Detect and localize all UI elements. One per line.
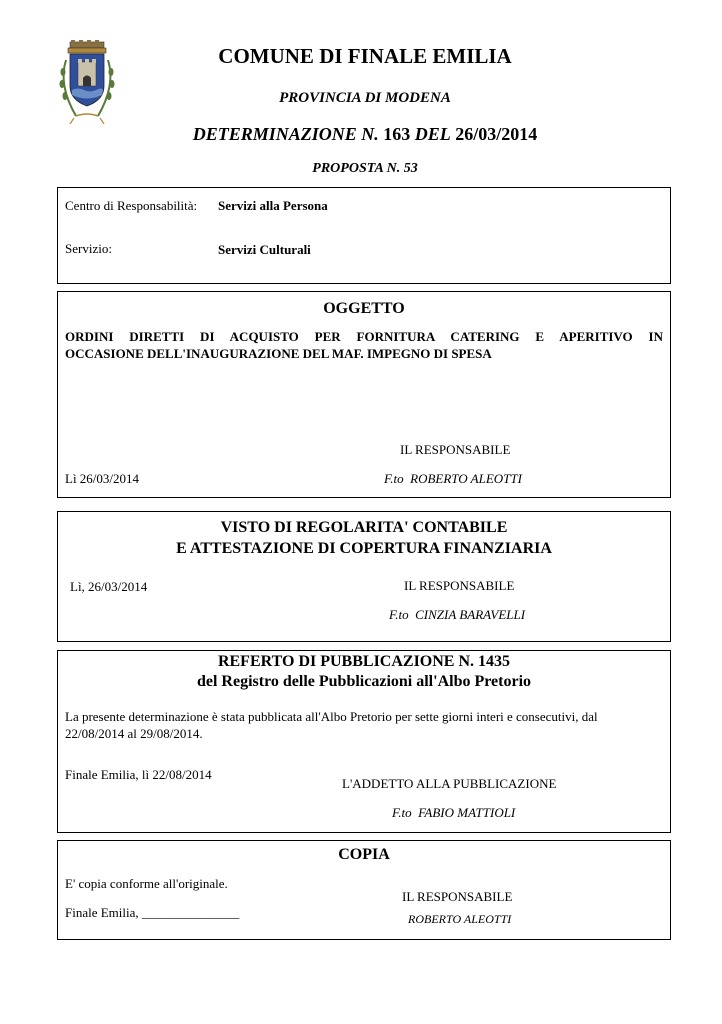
referto-place-date: Finale Emilia, lì 22/08/2014 (65, 767, 212, 782)
provincia-subtitle: PROVINCIA DI MODENA (279, 90, 451, 106)
referto-signature: F.to FABIO MATTIOLI (392, 805, 516, 820)
visto-title-line1: VISTO DI REGOLARITA' CONTABILE (220, 519, 508, 536)
oggetto-signature: F.to ROBERTO ALEOTTI (384, 471, 522, 486)
determinazione-prefix: DETERMINAZIONE N. (192, 124, 379, 144)
copia-title: COPIA (338, 846, 390, 863)
centro-value: Servizi alla Persona (218, 198, 328, 213)
oggetto-text-line2: OCCASIONE DELL'INAUGURAZIONE DEL MAF. IMPEGNO DI SPESA (65, 346, 492, 361)
proposta-number: PROPOSTA N. 53 (312, 161, 418, 176)
referto-addetto-label: L'ADDETTO ALLA PUBBLICAZIONE (342, 776, 557, 791)
comune-title: COMUNE DI FINALE EMILIA (218, 44, 512, 68)
servizio-value: Servizi Culturali (218, 242, 311, 257)
copia-responsabile-label: IL RESPONSABILE (402, 889, 513, 904)
referto-body-line2: 22/08/2014 al 29/08/2014. (65, 726, 203, 741)
centro-label: Centro di Responsabilità: (65, 198, 198, 213)
visto-responsabile-label: IL RESPONSABILE (404, 578, 515, 593)
determinazione-del: DEL (414, 124, 451, 144)
referto-title-line2: del Registro delle Pubblicazioni all'Albo Pretorio (196, 673, 532, 690)
copia-place: Finale Emilia, _______________ (65, 905, 240, 920)
visto-signature: F.to CINZIA BARAVELLI (389, 607, 526, 622)
copia-conforme-text: E' copia conforme all'originale. (65, 876, 228, 891)
copia-responsabile-name: ROBERTO ALEOTTI (408, 912, 512, 926)
visto-date: Lì, 26/03/2014 (70, 579, 148, 594)
visto-title-line2: E ATTESTAZIONE DI COPERTURA FINANZIARIA (176, 540, 552, 557)
municipal-crest-logo (56, 40, 118, 124)
oggetto-date: Lì 26/03/2014 (65, 471, 140, 486)
referto-body-line1: La presente determinazione è stata pubblicata all'Albo Pretorio per sette giorni interi e consecutivi, dal (65, 709, 598, 724)
determinazione-date: 26/03/2014 (455, 124, 538, 144)
determinazione-heading (130, 124, 600, 145)
determinazione-number: 163 (383, 124, 411, 144)
oggetto-responsabile-label: IL RESPONSABILE (400, 442, 511, 457)
oggetto-title: OGGETTO (323, 300, 405, 317)
oggetto-text-line1: ORDINI DIRETTI DI ACQUISTO PER FORNITURA CATERING E APERITIVO IN (65, 329, 663, 344)
oggetto-box (57, 291, 671, 498)
servizio-label: Servizio: (65, 241, 112, 256)
referto-title-line1: REFERTO DI PUBBLICAZIONE N. 1435 (217, 653, 511, 670)
